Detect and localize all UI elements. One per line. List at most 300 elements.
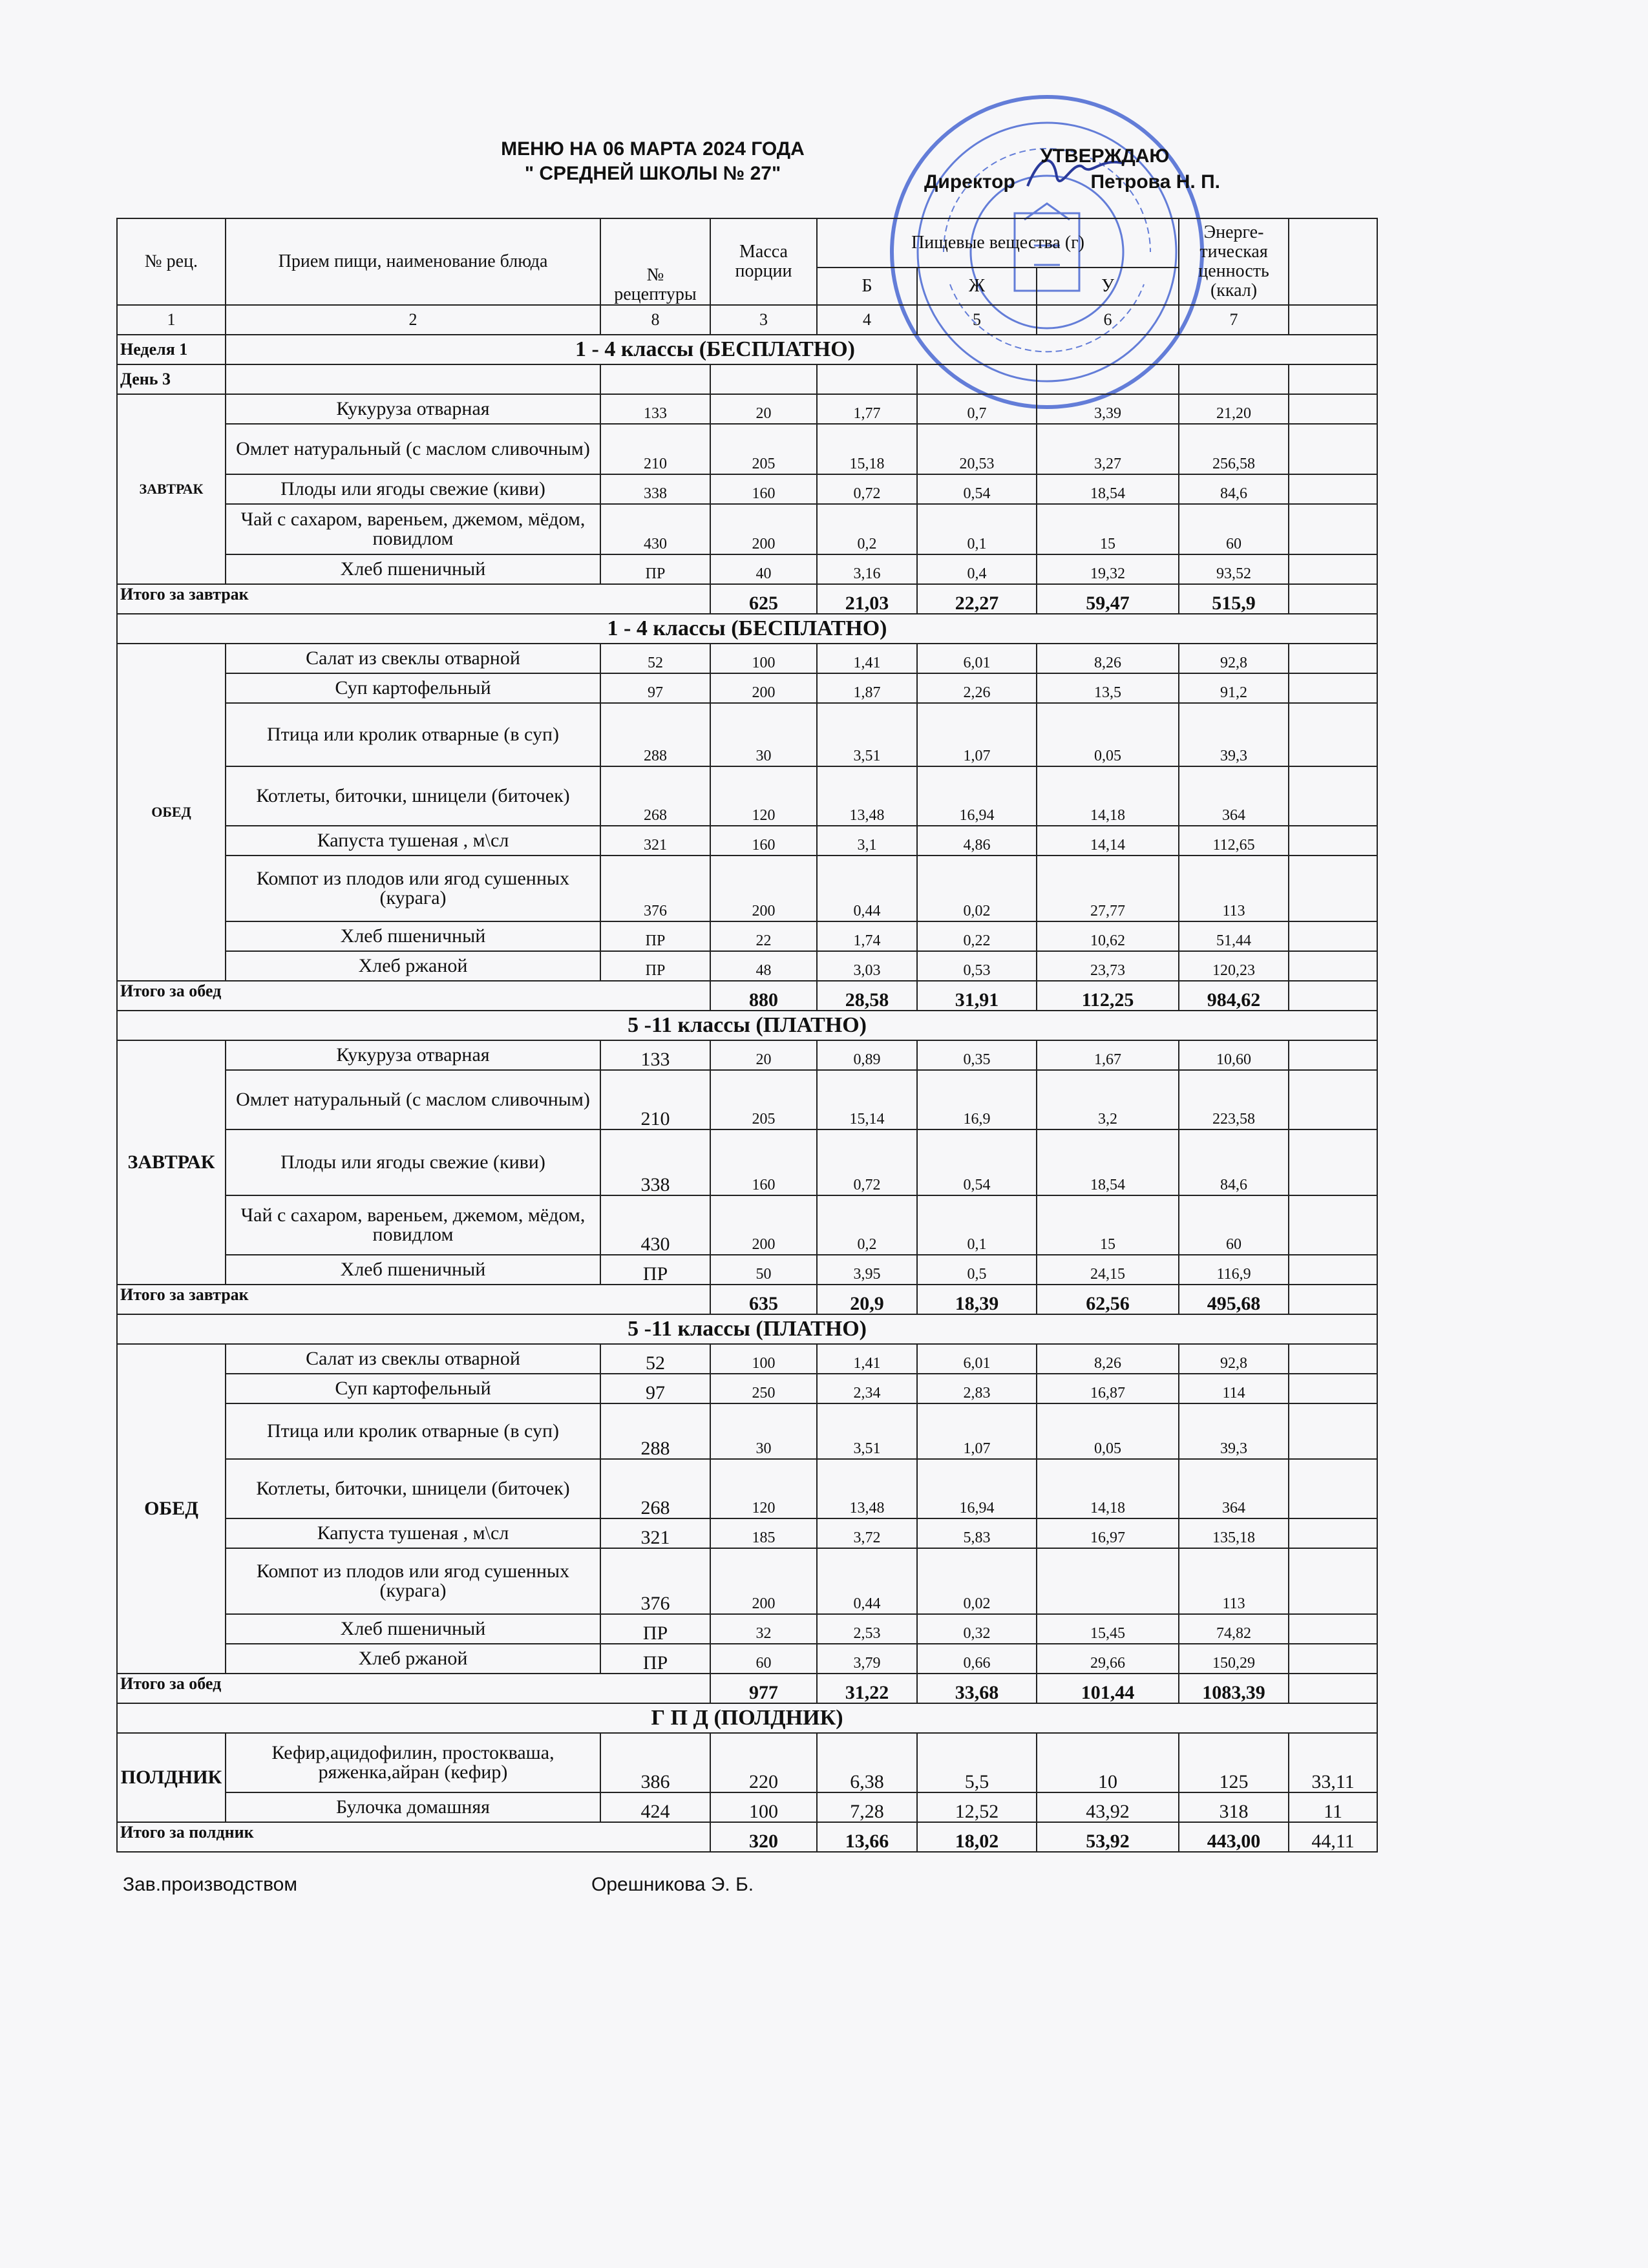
cell-extra <box>1289 1070 1377 1129</box>
cell-u: 0,05 <box>1037 703 1179 766</box>
total-b: 13,66 <box>817 1822 917 1852</box>
dish-row <box>117 554 1377 584</box>
dish-row <box>117 1344 1377 1374</box>
total-e: 984,62 <box>1179 981 1289 1011</box>
cell-rec: 321 <box>600 826 710 856</box>
cell-rec: 386 <box>600 1733 710 1792</box>
total-mass: 880 <box>710 981 817 1011</box>
dish-name: Суп картофельный <box>226 1374 600 1403</box>
cell-u: 24,15 <box>1037 1255 1179 1285</box>
day-label: День 3 <box>117 364 226 394</box>
cell-u: 15,45 <box>1037 1614 1179 1644</box>
cell-mass: 120 <box>710 1459 817 1518</box>
dish-name: Компот из плодов или ягод сушенных (курага) <box>226 1548 600 1614</box>
cell-rec: 268 <box>600 766 710 826</box>
cell-zh: 2,83 <box>917 1374 1037 1403</box>
cell-zh: 1,07 <box>917 1403 1037 1459</box>
cell-u: 3,27 <box>1037 424 1179 474</box>
cell-rec: ПР <box>600 1644 710 1674</box>
dish-name: Чай с сахаром, вареньем, джемом, мёдом, повидлом <box>226 1195 600 1255</box>
document-title <box>362 137 944 186</box>
cell-rec: 210 <box>600 424 710 474</box>
dish-row <box>117 1792 1377 1822</box>
total-u: 53,92 <box>1037 1822 1179 1852</box>
dish-row <box>117 1040 1377 1070</box>
cell-rec: 376 <box>600 1548 710 1614</box>
total-b: 28,58 <box>817 981 917 1011</box>
cell-extra <box>1289 1548 1377 1614</box>
cell-extra: 33,11 <box>1289 1733 1377 1792</box>
total-zh: 22,27 <box>917 584 1037 614</box>
cell-zh: 0,66 <box>917 1644 1037 1674</box>
cell-zh: 0,5 <box>917 1255 1037 1285</box>
total-label: Итого за обед <box>117 981 710 1011</box>
cell-u: 15 <box>1037 1195 1179 1255</box>
cell-b: 3,72 <box>817 1518 917 1548</box>
total-extra <box>1289 981 1377 1011</box>
cell-mass: 160 <box>710 474 817 504</box>
total-e: 443,00 <box>1179 1822 1289 1852</box>
cell-mass: 30 <box>710 703 817 766</box>
col-extra <box>1289 218 1377 305</box>
dish-name: Хлеб пшеничный <box>226 554 600 584</box>
total-u: 62,56 <box>1037 1285 1179 1314</box>
total-row <box>117 1674 1377 1703</box>
cell-zh: 5,83 <box>917 1518 1037 1548</box>
dish-name: Котлеты, биточки, шницели (биточек) <box>226 766 600 826</box>
cell-rec: 210 <box>600 1070 710 1129</box>
cell-rec: 52 <box>600 1344 710 1374</box>
cell-e: 92,8 <box>1179 1344 1289 1374</box>
cell-rec: 52 <box>600 644 710 673</box>
header-row <box>117 218 1377 268</box>
cell-rec: ПР <box>600 921 710 951</box>
cell-zh: 0,35 <box>917 1040 1037 1070</box>
cell-extra <box>1289 1195 1377 1255</box>
dish-row <box>117 703 1377 766</box>
cell-extra <box>1289 673 1377 703</box>
total-label: Итого за полдник <box>117 1822 710 1852</box>
cell-zh: 0,1 <box>917 1195 1037 1255</box>
total-e: 515,9 <box>1179 584 1289 614</box>
cell-b: 0,44 <box>817 1548 917 1614</box>
cell-e: 256,58 <box>1179 424 1289 474</box>
cell-e: 91,2 <box>1179 673 1289 703</box>
empty-cell <box>817 364 917 394</box>
cell-mass: 160 <box>710 826 817 856</box>
cell-extra <box>1289 504 1377 554</box>
total-extra <box>1289 1674 1377 1703</box>
dish-name: Хлеб ржаной <box>226 1644 600 1674</box>
cell-extra <box>1289 554 1377 584</box>
cell-extra <box>1289 1518 1377 1548</box>
cell-zh: 0,54 <box>917 474 1037 504</box>
cell-mass: 160 <box>710 1129 817 1195</box>
col-meal-dish: Прием пищи, наименование блюда <box>226 218 600 305</box>
cell-e: 116,9 <box>1179 1255 1289 1285</box>
cell-u: 23,73 <box>1037 951 1179 981</box>
cell-b: 1,74 <box>817 921 917 951</box>
cell-b: 7,28 <box>817 1792 917 1822</box>
dish-name: Кукуруза отварная <box>226 1040 600 1070</box>
lunch-1-4 <box>117 644 1377 1011</box>
cell-e: 92,8 <box>1179 644 1289 673</box>
cell-rec: 133 <box>600 1040 710 1070</box>
cell-e: 135,18 <box>1179 1518 1289 1548</box>
cell-b: 1,41 <box>817 644 917 673</box>
total-label: Итого за обед <box>117 1674 710 1703</box>
total-label: Итого за завтрак <box>117 584 710 614</box>
dish-name: Омлет натуральный (с маслом сливочным) <box>226 424 600 474</box>
total-zh: 31,91 <box>917 981 1037 1011</box>
cell-b: 3,03 <box>817 951 917 981</box>
total-b: 31,22 <box>817 1674 917 1703</box>
dish-name: Плоды или ягоды свежие (киви) <box>226 1129 600 1195</box>
cell-u: 8,26 <box>1037 1344 1179 1374</box>
idx-cell: 8 <box>600 305 710 335</box>
dish-row <box>117 1733 1377 1792</box>
cell-b: 0,2 <box>817 1195 917 1255</box>
cell-u: 29,66 <box>1037 1644 1179 1674</box>
dish-name: Чай с сахаром, вареньем, джемом, мёдом, повидлом <box>226 504 600 554</box>
total-e: 1083,39 <box>1179 1674 1289 1703</box>
col-portion: Масса порции <box>710 218 817 305</box>
cell-mass: 200 <box>710 673 817 703</box>
cell-rec: 97 <box>600 673 710 703</box>
total-u: 112,25 <box>1037 981 1179 1011</box>
section-row <box>117 1703 1377 1733</box>
cell-extra <box>1289 1040 1377 1070</box>
total-b: 20,9 <box>817 1285 917 1314</box>
cell-extra <box>1289 474 1377 504</box>
cell-zh: 12,52 <box>917 1792 1037 1822</box>
section-row <box>117 1314 1377 1344</box>
snack-section <box>117 1733 1377 1852</box>
cell-e: 113 <box>1179 856 1289 921</box>
cell-rec: ПР <box>600 1255 710 1285</box>
cell-zh: 1,07 <box>917 703 1037 766</box>
cell-extra <box>1289 1374 1377 1403</box>
cell-rec: 430 <box>600 504 710 554</box>
cell-mass: 200 <box>710 1548 817 1614</box>
cell-zh: 0,4 <box>917 554 1037 584</box>
cell-u: 13,5 <box>1037 673 1179 703</box>
meal-label: ЗАВТРАК <box>117 394 226 584</box>
cell-u: 10,62 <box>1037 921 1179 951</box>
col-energy: Энерге-тическая ценность (ккал) <box>1179 218 1289 305</box>
dish-row <box>117 1374 1377 1403</box>
total-mass: 977 <box>710 1674 817 1703</box>
cell-b: 2,34 <box>817 1374 917 1403</box>
cell-b: 3,16 <box>817 554 917 584</box>
cell-zh: 4,86 <box>917 826 1037 856</box>
dish-row <box>117 1644 1377 1674</box>
cell-u: 0,05 <box>1037 1403 1179 1459</box>
idx-cell: 7 <box>1179 305 1289 335</box>
cell-zh: 20,53 <box>917 424 1037 474</box>
cell-b: 3,79 <box>817 1644 917 1674</box>
idx-cell: 5 <box>917 305 1037 335</box>
cell-mass: 50 <box>710 1255 817 1285</box>
cell-mass: 40 <box>710 554 817 584</box>
dish-row <box>117 644 1377 673</box>
dish-name: Салат из свеклы отварной <box>226 1344 600 1374</box>
dish-name: Омлет натуральный (с маслом сливочным) <box>226 1070 600 1129</box>
cell-zh: 0,1 <box>917 504 1037 554</box>
cell-e: 125 <box>1179 1733 1289 1792</box>
cell-e: 10,60 <box>1179 1040 1289 1070</box>
dish-row <box>117 1403 1377 1459</box>
cell-mass: 205 <box>710 1070 817 1129</box>
cell-mass: 100 <box>710 1344 817 1374</box>
cell-u: 43,92 <box>1037 1792 1179 1822</box>
cell-b: 3,51 <box>817 703 917 766</box>
approve-label: УТВЕРЖДАЮ <box>1041 145 1170 167</box>
cell-zh: 16,94 <box>917 1459 1037 1518</box>
index-row <box>117 305 1377 335</box>
title-line-1: МЕНЮ НА 06 МАРТА 2024 ГОДА <box>501 138 805 160</box>
cell-b: 0,2 <box>817 504 917 554</box>
cell-b: 2,53 <box>817 1614 917 1644</box>
cell-extra <box>1289 856 1377 921</box>
cell-b: 13,48 <box>817 1459 917 1518</box>
cell-mass: 32 <box>710 1614 817 1644</box>
cell-mass: 100 <box>710 644 817 673</box>
dish-row <box>117 1070 1377 1129</box>
dish-row <box>117 474 1377 504</box>
cell-e: 364 <box>1179 1459 1289 1518</box>
cell-mass: 20 <box>710 394 817 424</box>
total-extra: 44,11 <box>1289 1822 1377 1852</box>
cell-u: 8,26 <box>1037 644 1179 673</box>
total-label: Итого за завтрак <box>117 1285 710 1314</box>
dish-name: Булочка домашняя <box>226 1792 600 1822</box>
dish-row <box>117 1548 1377 1614</box>
col-b: Б <box>817 268 917 305</box>
cell-zh: 6,01 <box>917 1344 1037 1374</box>
breakfast-5-11 <box>117 1040 1377 1314</box>
cell-u: 3,2 <box>1037 1070 1179 1129</box>
empty-cell <box>1179 364 1289 394</box>
menu-table <box>116 218 1378 1853</box>
total-row <box>117 584 1377 614</box>
dish-row <box>117 1129 1377 1195</box>
cell-rec: 338 <box>600 474 710 504</box>
cell-b: 1,87 <box>817 673 917 703</box>
cell-e: 120,23 <box>1179 951 1289 981</box>
total-u: 59,47 <box>1037 584 1179 614</box>
total-e: 495,68 <box>1179 1285 1289 1314</box>
dish-row <box>117 1255 1377 1285</box>
total-u: 101,44 <box>1037 1674 1179 1703</box>
dish-row <box>117 1459 1377 1518</box>
cell-mass: 200 <box>710 856 817 921</box>
cell-extra <box>1289 826 1377 856</box>
cell-extra <box>1289 1459 1377 1518</box>
cell-rec: 430 <box>600 1195 710 1255</box>
dish-row <box>117 424 1377 474</box>
section-title: 5 -11 классы (ПЛАТНО) <box>117 1314 1377 1344</box>
dish-row <box>117 1195 1377 1255</box>
cell-mass: 30 <box>710 1403 817 1459</box>
cell-extra <box>1289 703 1377 766</box>
empty-cell <box>1037 364 1179 394</box>
dish-name: Кефир,ацидофилин, простокваша, ряженка,айран (кефир) <box>226 1733 600 1792</box>
cell-mass: 185 <box>710 1518 817 1548</box>
title-line-2: " СРЕДНЕЙ ШКОЛЫ № 27" <box>524 163 781 184</box>
cell-e: 74,82 <box>1179 1614 1289 1644</box>
cell-zh: 16,94 <box>917 766 1037 826</box>
col-recipe-no: № рецептуры <box>600 218 710 305</box>
cell-b: 3,1 <box>817 826 917 856</box>
total-row <box>117 1285 1377 1314</box>
cell-rec: 97 <box>600 1374 710 1403</box>
cell-e: 112,65 <box>1179 826 1289 856</box>
dish-row <box>117 1518 1377 1548</box>
dish-name: Хлеб ржаной <box>226 951 600 981</box>
cell-b: 13,48 <box>817 766 917 826</box>
dish-name: Хлеб пшеничный <box>226 1255 600 1285</box>
meal-label: ОБЕД <box>117 644 226 981</box>
cell-e: 223,58 <box>1179 1070 1289 1129</box>
section-title: 5 -11 классы (ПЛАТНО) <box>117 1011 1377 1040</box>
total-zh: 18,39 <box>917 1285 1037 1314</box>
cell-rec: 424 <box>600 1792 710 1822</box>
dish-row <box>117 951 1377 981</box>
total-mass: 635 <box>710 1285 817 1314</box>
section-title: Г П Д (ПОЛДНИК) <box>117 1703 1377 1733</box>
cell-zh: 2,26 <box>917 673 1037 703</box>
cell-rec: 288 <box>600 703 710 766</box>
cell-u: 14,14 <box>1037 826 1179 856</box>
footer-position: Зав.производством <box>123 1874 297 1895</box>
idx-cell <box>1289 305 1377 335</box>
cell-e: 51,44 <box>1179 921 1289 951</box>
dish-row <box>117 504 1377 554</box>
total-extra <box>1289 1285 1377 1314</box>
cell-extra <box>1289 394 1377 424</box>
dish-name: Хлеб пшеничный <box>226 1614 600 1644</box>
cell-u: 16,97 <box>1037 1518 1179 1548</box>
cell-mass: 250 <box>710 1374 817 1403</box>
cell-b: 1,77 <box>817 394 917 424</box>
section-title: 1 - 4 классы (БЕСПЛАТНО) <box>117 614 1377 644</box>
empty-cell <box>710 364 817 394</box>
cell-mass: 220 <box>710 1733 817 1792</box>
total-row <box>117 981 1377 1011</box>
cell-extra <box>1289 1644 1377 1674</box>
cell-extra <box>1289 644 1377 673</box>
cell-e: 93,52 <box>1179 554 1289 584</box>
cell-b: 6,38 <box>817 1733 917 1792</box>
cell-u: 3,39 <box>1037 394 1179 424</box>
dish-name: Котлеты, биточки, шницели (биточек) <box>226 1459 600 1518</box>
cell-zh: 0,02 <box>917 1548 1037 1614</box>
cell-mass: 200 <box>710 504 817 554</box>
footer-signer: Орешникова Э. Б. <box>591 1874 754 1895</box>
dish-row <box>117 394 1377 424</box>
cell-rec: ПР <box>600 1614 710 1644</box>
cell-mass: 200 <box>710 1195 817 1255</box>
cell-zh: 0,53 <box>917 951 1037 981</box>
total-mass: 625 <box>710 584 817 614</box>
approve-director: Директор Петрова Н. П. <box>924 171 1220 193</box>
dish-name: Капуста тушеная , м\сл <box>226 1518 600 1548</box>
dish-name: Кукуруза отварная <box>226 394 600 424</box>
section-row <box>117 1011 1377 1040</box>
cell-e: 39,3 <box>1179 1403 1289 1459</box>
cell-rec: 133 <box>600 394 710 424</box>
meal-label: ПОЛДНИК <box>117 1733 226 1822</box>
section-title: 1 - 4 классы (БЕСПЛАТНО) <box>226 335 1377 364</box>
dish-name: Суп картофельный <box>226 673 600 703</box>
dish-name: Хлеб пшеничный <box>226 921 600 951</box>
cell-zh: 0,7 <box>917 394 1037 424</box>
cell-mass: 120 <box>710 766 817 826</box>
cell-u: 18,54 <box>1037 1129 1179 1195</box>
cell-b: 1,41 <box>817 1344 917 1374</box>
dish-row <box>117 856 1377 921</box>
cell-zh: 0,32 <box>917 1614 1037 1644</box>
dish-name: Капуста тушеная , м\сл <box>226 826 600 856</box>
dish-row <box>117 673 1377 703</box>
cell-extra <box>1289 1614 1377 1644</box>
col-u: У <box>1037 268 1179 305</box>
empty-cell <box>1289 364 1377 394</box>
cell-extra <box>1289 1129 1377 1195</box>
cell-zh: 5,5 <box>917 1733 1037 1792</box>
day-row <box>117 364 1377 394</box>
cell-mass: 60 <box>710 1644 817 1674</box>
cell-u: 14,18 <box>1037 766 1179 826</box>
cell-e: 39,3 <box>1179 703 1289 766</box>
total-row <box>117 1822 1377 1852</box>
dish-row <box>117 826 1377 856</box>
cell-extra <box>1289 766 1377 826</box>
cell-rec: ПР <box>600 554 710 584</box>
cell-u: 27,77 <box>1037 856 1179 921</box>
section-row <box>117 614 1377 644</box>
dish-row <box>117 766 1377 826</box>
lunch-5-11 <box>117 1344 1377 1703</box>
cell-rec: 321 <box>600 1518 710 1548</box>
cell-e: 114 <box>1179 1374 1289 1403</box>
cell-u: 10 <box>1037 1733 1179 1792</box>
cell-u: 19,32 <box>1037 554 1179 584</box>
cell-zh: 6,01 <box>917 644 1037 673</box>
col-nutrients: Пищевые вещества (г) <box>817 218 1179 268</box>
cell-zh: 0,22 <box>917 921 1037 951</box>
idx-cell: 1 <box>117 305 226 335</box>
cell-rec: 288 <box>600 1403 710 1459</box>
cell-u: 15 <box>1037 504 1179 554</box>
cell-extra <box>1289 921 1377 951</box>
cell-u: 1,67 <box>1037 1040 1179 1070</box>
dish-row <box>117 921 1377 951</box>
cell-b: 0,72 <box>817 1129 917 1195</box>
dish-name: Птица или кролик отварные (в суп) <box>226 1403 600 1459</box>
dish-name: Плоды или ягоды свежие (киви) <box>226 474 600 504</box>
idx-cell: 2 <box>226 305 600 335</box>
cell-rec: 268 <box>600 1459 710 1518</box>
cell-u: 16,87 <box>1037 1374 1179 1403</box>
dish-name: Компот из плодов или ягод сушенных (курага) <box>226 856 600 921</box>
empty-cell <box>917 364 1037 394</box>
cell-rec: 338 <box>600 1129 710 1195</box>
meal-label: ЗАВТРАК <box>117 1040 226 1285</box>
cell-e: 113 <box>1179 1548 1289 1614</box>
cell-b: 0,89 <box>817 1040 917 1070</box>
